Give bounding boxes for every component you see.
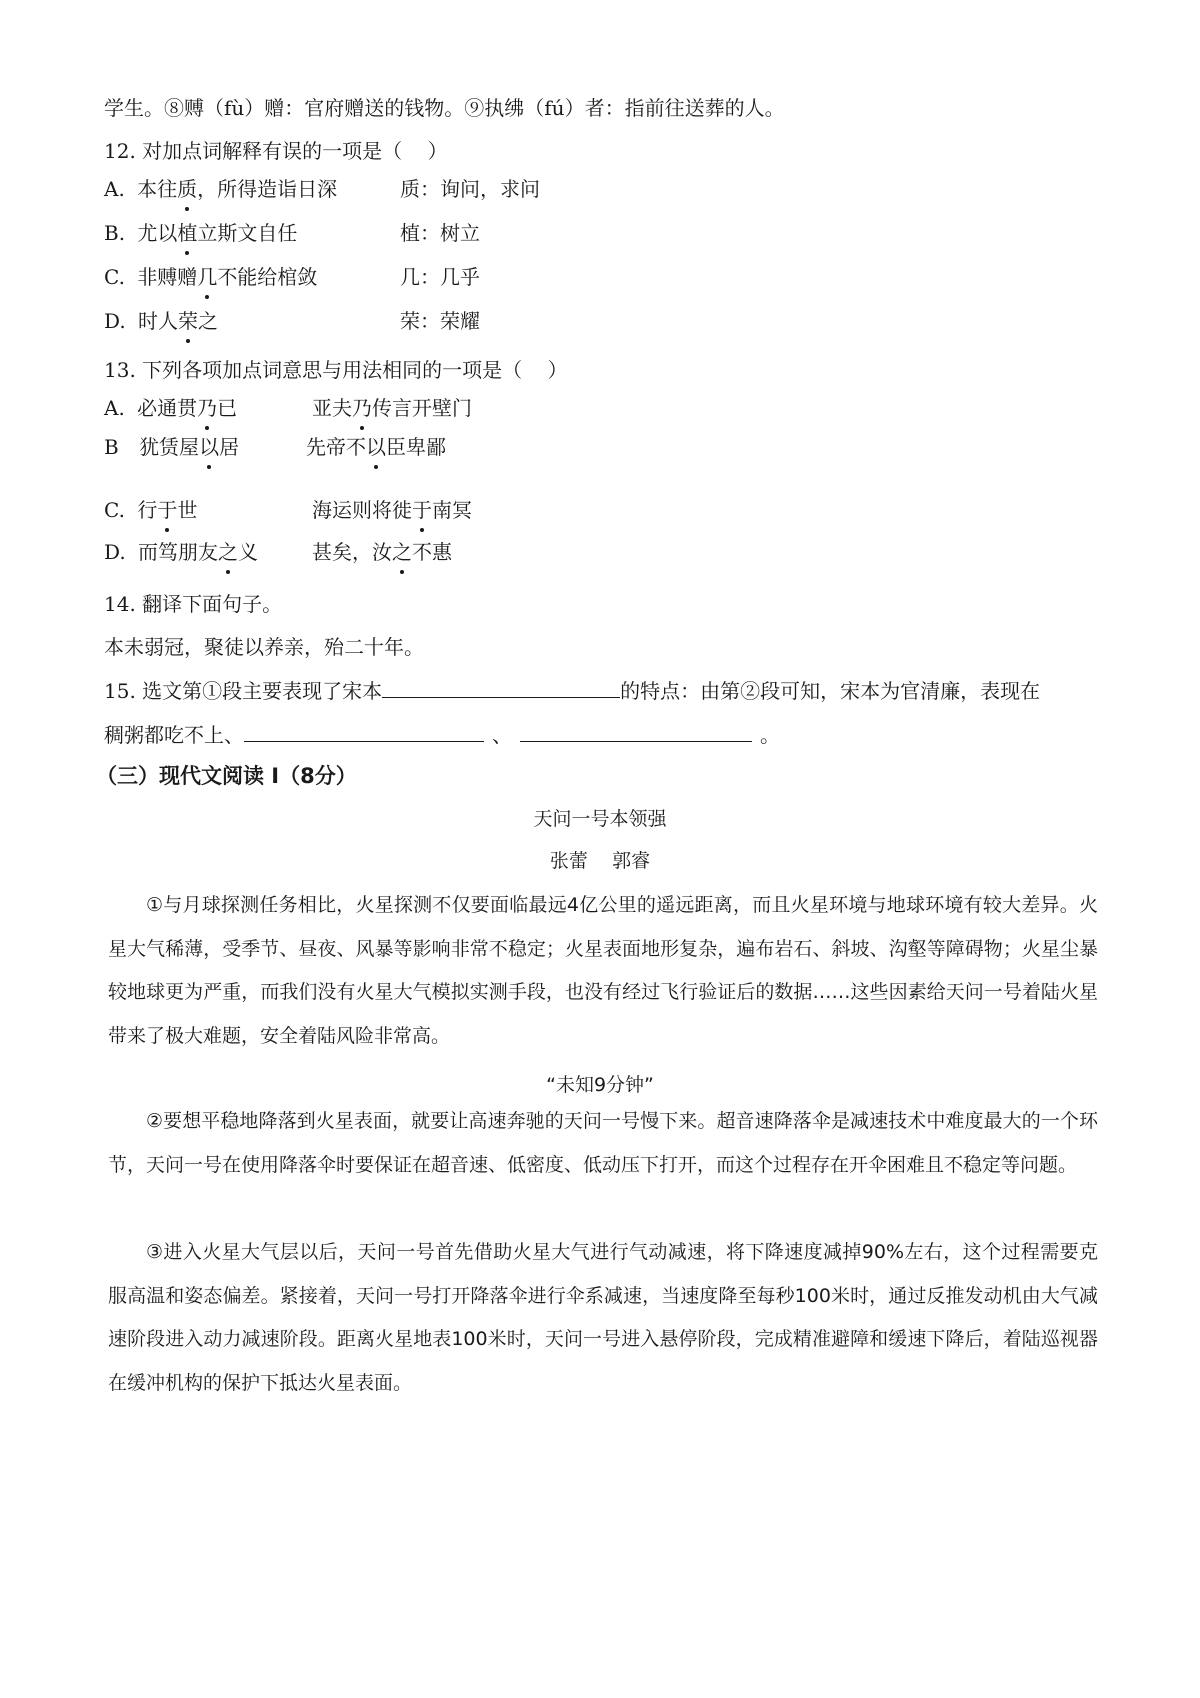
q13-option-c: C. 行于世 (104, 498, 198, 522)
q13-option-b-compare: 先帝不以臣卑鄙 (306, 435, 446, 459)
q15-line1: 15. 选文第①段主要表现了宋本 的特点：由第②段可知，宋本为官清廉，表现在 (104, 679, 1041, 703)
option-label: D. (104, 540, 126, 564)
dotted-word: 之 (392, 540, 412, 564)
dotted-word: 几 (197, 265, 218, 289)
q12-option-d: D. 时人荣之 (104, 309, 219, 333)
q12-option-b-gloss: 植：树立 (400, 221, 480, 245)
q12-option-a-gloss: 质：询问，求问 (400, 177, 540, 201)
answer-blank (244, 721, 484, 742)
option-label: A. (104, 396, 125, 420)
article-authors: 张蕾 郭睿 (549, 850, 651, 872)
dotted-word: 于 (412, 498, 432, 522)
q12-option-d-gloss: 荣：荣耀 (400, 309, 480, 333)
dotted-word: 之 (218, 540, 239, 564)
q13-option-b: B 犹赁屋以居 (104, 435, 240, 459)
q12-option-c: C. 非赙赠几不能给棺敛 (104, 265, 318, 289)
dotted-word: 以 (366, 435, 386, 459)
annotation-note (104, 95, 785, 121)
annotation-text: 学生。⑧赙（fù）赠：官府赠送的钱物。⑨执绋（fú）者：指前往送葬的人。 (104, 96, 785, 120)
dotted-word: 植 (177, 221, 198, 245)
q12-option-c-gloss: 几：几乎 (400, 265, 480, 289)
dotted-word: 以 (199, 435, 220, 459)
article-paragraph-3: ③进入火星大气层以后，天问一号首先借助火星大气进行气动减速，将下降速度减掉90%左右，这个过程需要克服高温和姿态偏差。紧接着，天问一号打开降落伞进行伞系减速，当速度降至每秒100米时，通过反推发动机由大气减速阶段进入动力减速阶段。距离火星地表100米时，天问一号进入悬停阶段，完成精准避障和缓速下降后，着陆巡视器在缓冲机构的保护下抵达火星表面。 (108, 1241, 1098, 1394)
q13-option-d: D. 而笃朋友之义 (104, 540, 259, 564)
q12-stem: 12. 对加点词解释有误的一项是（ ） (104, 139, 448, 163)
q12-option-b: B. 尤以植立斯文自任 (104, 221, 298, 245)
article-subheading: “未知9分钟” (546, 1074, 654, 1096)
section-heading: （三）现代文阅读 I（8分） (96, 764, 357, 788)
dotted-word: 荣 (178, 309, 199, 333)
article-paragraph-1: ①与月球探测任务相比，火星探测不仅要面临最远4亿公里的遥远距离，而且火星环境与地球环境有较大差异。火星大气稀薄，受季节、昼夜、风暴等影响非常不稳定；火星表面地形复杂，遍布岩石、斜坡、沟壑等障碍物；火星尘暴较地球更为严重，而我们没有火星大气模拟实测手段，也没有经过飞行验证后的数据……这些因素给天问一号着陆火星带来了极大难题，安全着陆风险非常高。 (108, 894, 1098, 1047)
q12-option-a: A. 本往质，所得造诣日深 (104, 177, 338, 201)
dotted-word: 乃 (197, 396, 218, 420)
q14-sentence: 本未弱冠，聚徒以养亲，殆二十年。 (104, 635, 424, 659)
dotted-word: 于 (157, 498, 178, 522)
q14-stem: 14. 翻译下面句子。 (104, 592, 283, 616)
q13-option-a: A. 必通贯乃已 (104, 396, 238, 420)
dotted-word: 乃 (352, 396, 372, 420)
option-label: B. (104, 221, 126, 245)
q13-stem: 13. 下列各项加点词意思与用法相同的一项是（ ） (104, 358, 568, 382)
article-paragraph-2: ②要想平稳地降落到火星表面，就要让高速奔驰的天问一号慢下来。超音速降落伞是减速技术中难度最大的一个环节，天问一号在使用降落伞时要保证在超音速、低密度、低动压下打开，而这个过程存在开伞困难且不稳定等问题。 (108, 1110, 1098, 1176)
answer-blank (382, 677, 620, 698)
option-label: A. (104, 177, 125, 201)
article-title: 天问一号本领强 (533, 808, 667, 830)
option-label: C. (104, 265, 125, 289)
q13-option-c-compare: 海运则将徙于南冥 (312, 498, 472, 522)
option-label: C. (104, 498, 125, 522)
option-label: D. (104, 309, 126, 333)
q13-option-a-compare: 亚夫乃传言开壁门 (312, 396, 472, 420)
q15-line2: 稠粥都吃不上、 、 。 (104, 723, 780, 747)
answer-blank (520, 721, 752, 742)
option-label: B (104, 435, 119, 459)
q13-option-d-compare: 甚矣，汝之不惠 (312, 540, 452, 564)
dotted-word: 质 (177, 177, 198, 201)
